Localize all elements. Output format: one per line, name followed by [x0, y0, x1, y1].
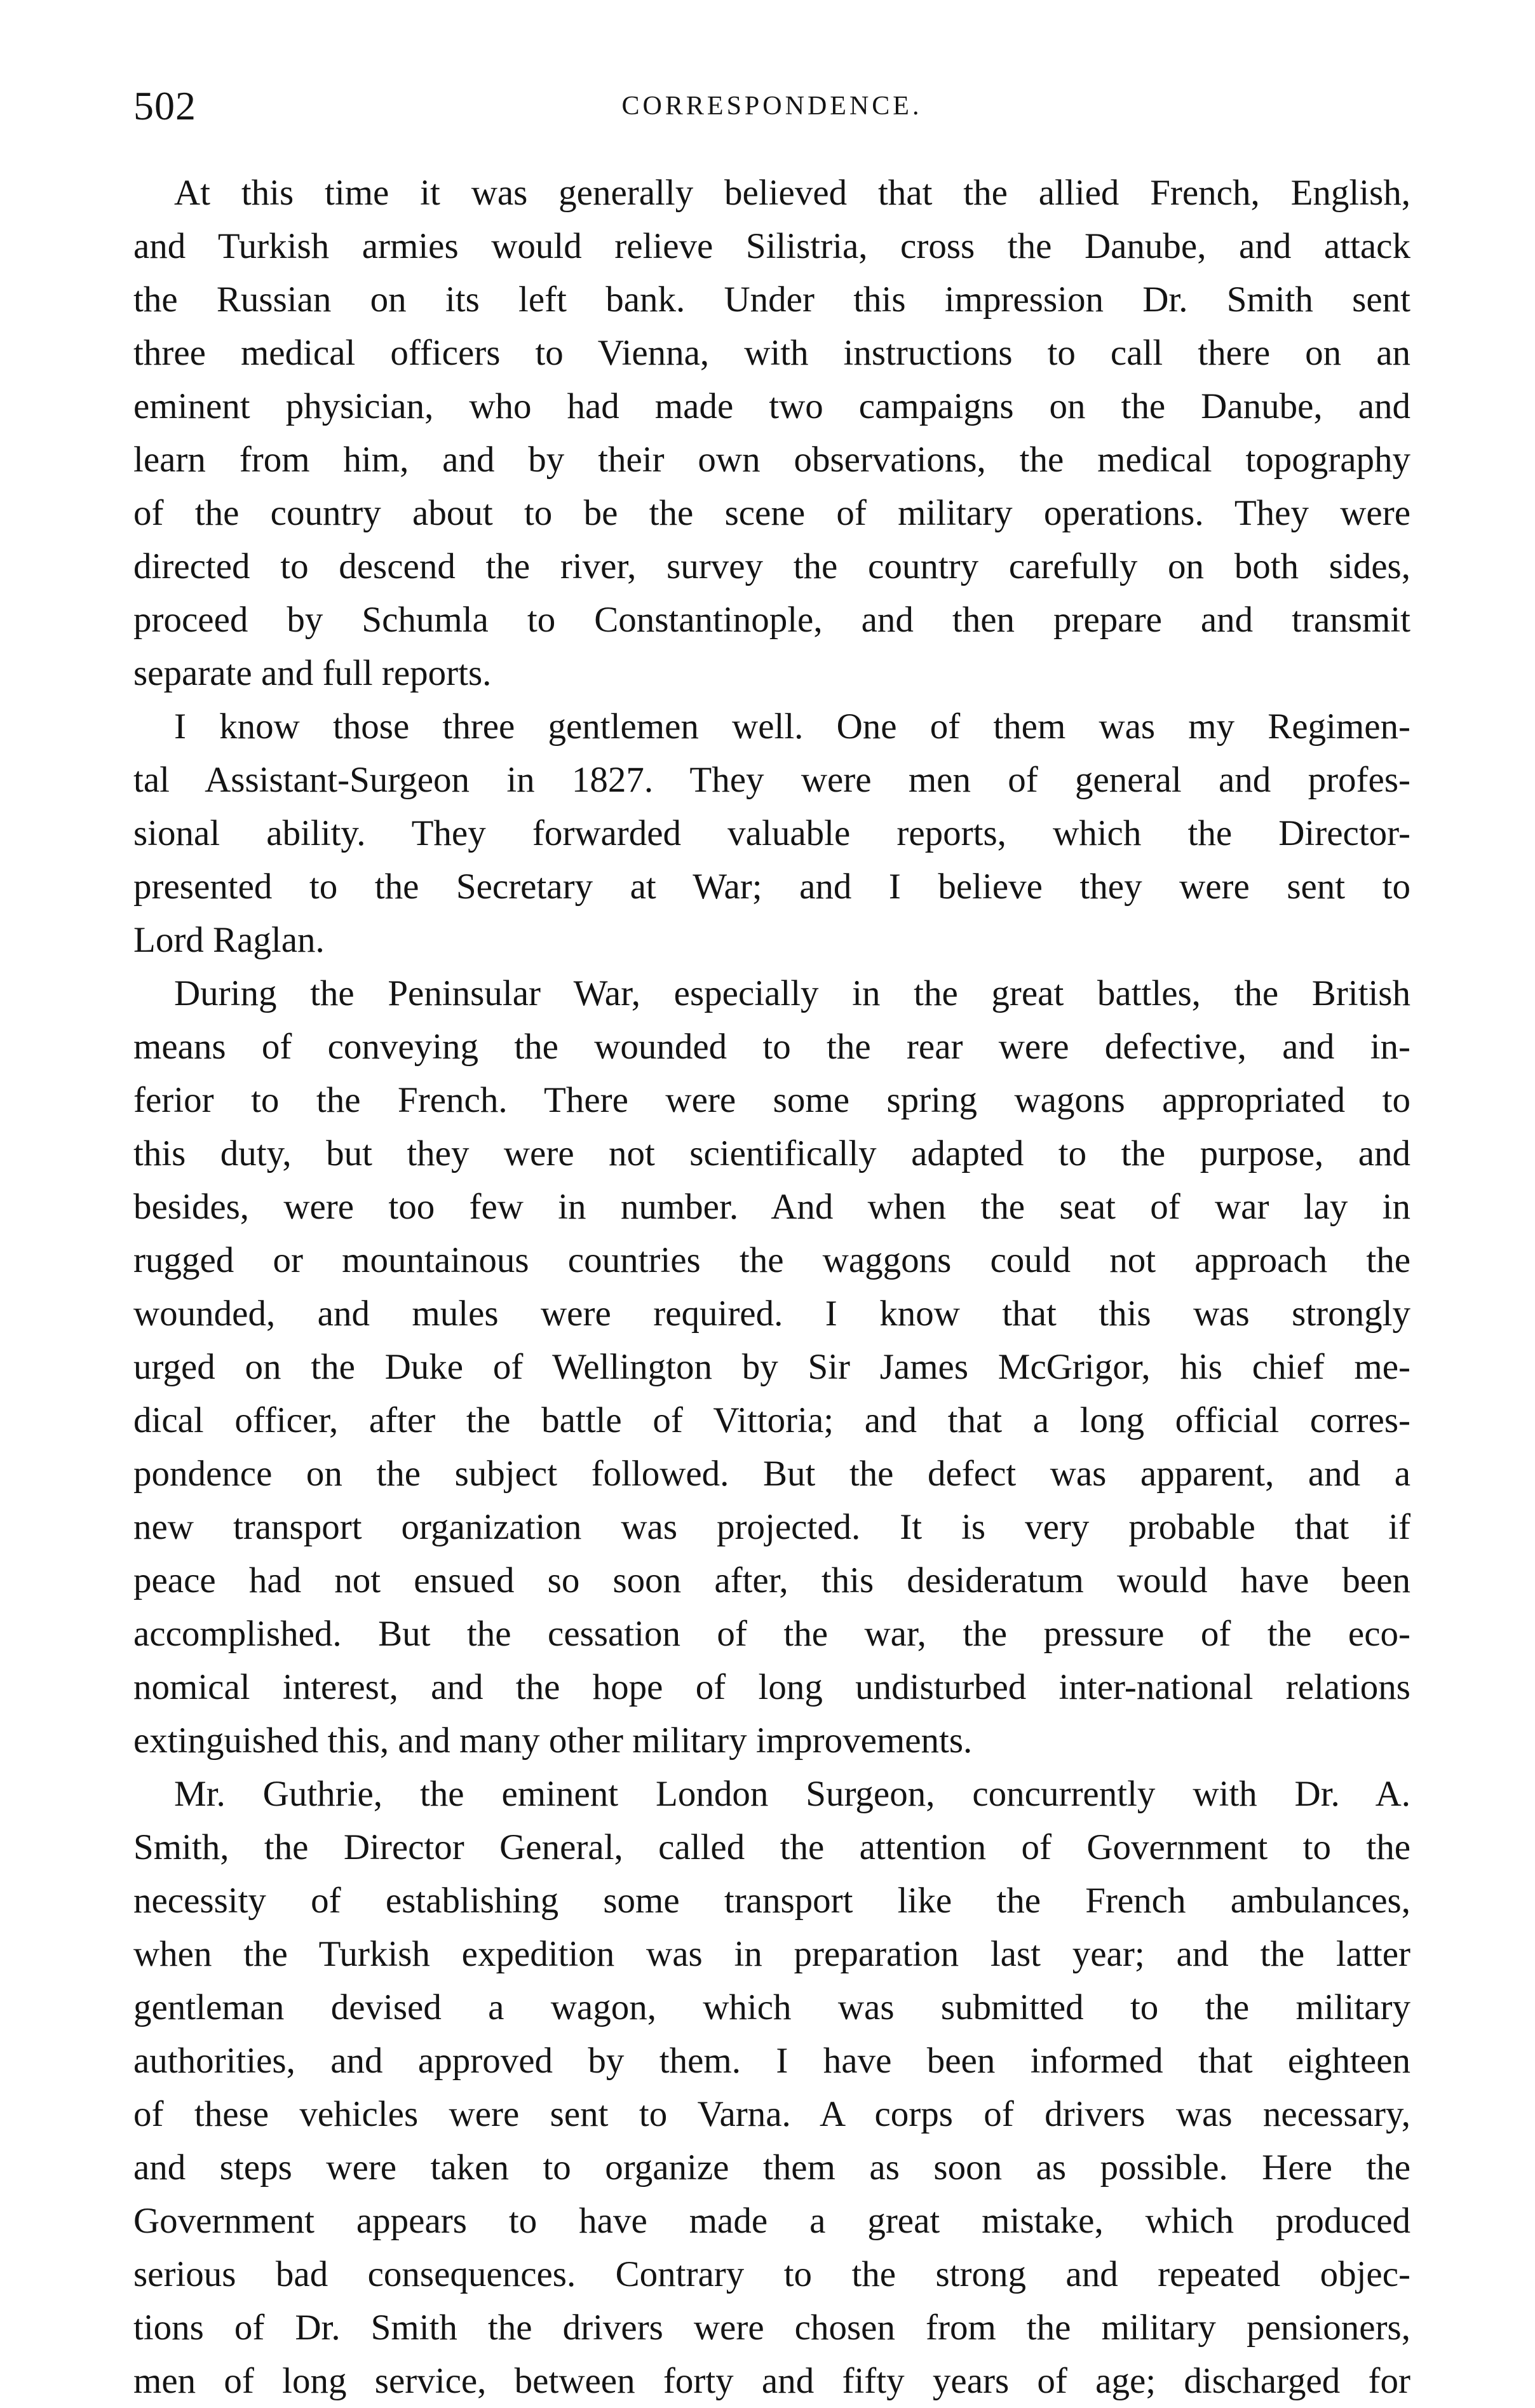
text-line: eminent physician, who had made two campaigns on the Danube, and — [133, 386, 1410, 426]
paragraph — [133, 1768, 1410, 2408]
text-line: Mr. Guthrie, the eminent London Surgeon, concurrently with Dr. A. — [174, 1774, 1410, 1814]
text-line: necessity of establishing some transport like the French ambulances, — [133, 1881, 1410, 1921]
text-line: rugged or mountainous countries the waggons could not approach the — [133, 1240, 1410, 1280]
text-line: of the country about to be the scene of military operations. They were — [133, 493, 1410, 533]
text-line: new transport organization was projected. It is very probable that if — [133, 1507, 1410, 1547]
text-line: and Turkish armies would relieve Silistria, cross the Danube, and attack — [133, 226, 1410, 266]
text-line: nomical interest, and the hope of long undisturbed inter-national relations — [133, 1667, 1410, 1707]
text-line: presented to the Secretary at War; and I believe they were sent to — [133, 867, 1410, 907]
text-line: the Russian on its left bank. Under this impression Dr. Smith sent — [133, 280, 1410, 320]
paragraph — [133, 166, 1410, 700]
text-line: three medical officers to Vienna, with instructions to call there on an — [133, 333, 1410, 373]
text-line: when the Turkish expedition was in preparation last year; and the latter — [133, 1934, 1410, 1974]
text-line: accomplished. But the cessation of the war, the pressure of the eco- — [133, 1614, 1410, 1654]
paragraph — [133, 700, 1410, 967]
text-line: wounded, and mules were required. I know that this was strongly — [133, 1294, 1410, 1334]
text-line: Lord Raglan. — [133, 920, 325, 960]
running-head: CORRESPONDENCE. — [621, 91, 923, 121]
paragraph — [133, 967, 1410, 1768]
text-line: and steps were taken to organize them as soon as possible. Here the — [133, 2148, 1410, 2188]
text-line: extinguished this, and many other military improvements. — [133, 1721, 973, 1761]
text-line: separate and full reports. — [133, 653, 492, 693]
text-line: serious bad consequences. Contrary to the strong and repeated objec- — [133, 2254, 1410, 2294]
text-line: sional ability. They forwarded valuable reports, which the Director- — [133, 813, 1410, 853]
text-line: besides, were too few in number. And when the seat of war lay in — [133, 1187, 1410, 1227]
text-line: learn from him, and by their own observations, the medical topography — [133, 440, 1410, 480]
text-line: At this time it was generally believed that the allied French, English, — [174, 173, 1410, 213]
text-line: tions of Dr. Smith the drivers were chosen from the military pensioners, — [133, 2308, 1410, 2348]
text-line: Government appears to have made a great mistake, which produced — [133, 2201, 1410, 2241]
text-line: urged on the Duke of Wellington by Sir James McGrigor, his chief me- — [133, 1347, 1410, 1387]
text-line: pondence on the subject followed. But the defect was apparent, and a — [133, 1454, 1410, 1494]
text-line: During the Peninsular War, especially in the great battles, the British — [174, 973, 1410, 1013]
text-line: this duty, but they were not scientifically adapted to the purpose, and — [133, 1133, 1410, 1174]
text-line: proceed by Schumla to Constantinople, and then prepare and transmit — [133, 600, 1410, 640]
body-text — [133, 166, 1410, 2408]
text-line: tal Assistant-Surgeon in 1827. They were men of general and profes- — [133, 760, 1410, 800]
text-line: peace had not ensued so soon after, this desideratum would have been — [133, 1560, 1410, 1600]
page-number: 502 — [133, 83, 196, 128]
text-line: I know those three gentlemen well. One of them was my Regimen- — [174, 707, 1410, 747]
text-line: authorities, and approved by them. I have been informed that eighteen — [133, 2041, 1410, 2081]
page-header — [133, 78, 1410, 135]
text-line: ferior to the French. There were some spring wagons appropriated to — [133, 1080, 1410, 1120]
text-line: means of conveying the wounded to the rear were defective, and in- — [133, 1027, 1410, 1067]
text-line: directed to descend the river, survey the country carefully on both sides, — [133, 546, 1410, 586]
text-line: men of long service, between forty and fifty years of age; discharged for — [133, 2361, 1410, 2401]
text-line: of these vehicles were sent to Varna. A corps of drivers was necessary, — [133, 2094, 1410, 2134]
text-line: dical officer, after the battle of Vittoria; and that a long official corres- — [133, 1400, 1410, 1440]
text-line: Smith, the Director General, called the attention of Government to the — [133, 1827, 1410, 1867]
text-line: gentleman devised a wagon, which was submitted to the military — [133, 1987, 1410, 2027]
